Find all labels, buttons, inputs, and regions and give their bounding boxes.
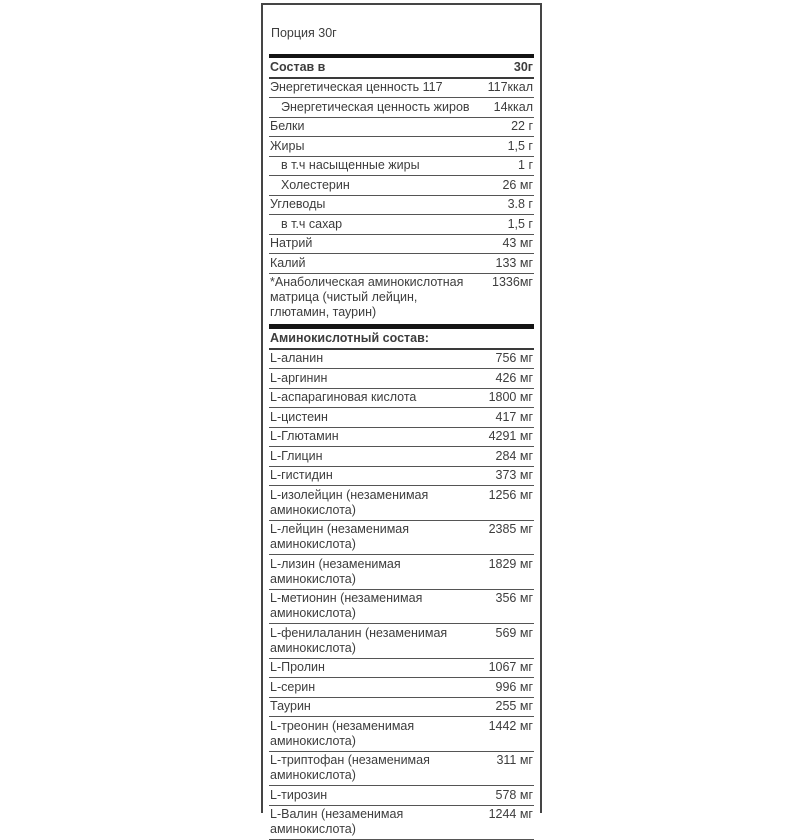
- nutrition-row: [269, 176, 534, 196]
- row-value: 373 мг: [490, 468, 533, 483]
- amino-acid-row: [269, 806, 534, 840]
- row-label: L-аргинин: [270, 371, 327, 386]
- amino-acid-row: [269, 350, 534, 370]
- amino-acid-row: [269, 428, 534, 448]
- row-value: 996 мг: [490, 680, 533, 695]
- row-label: в т.ч насыщенные жиры: [270, 158, 420, 173]
- composition-header-row: [269, 58, 534, 79]
- nutrition-row: [269, 254, 534, 274]
- row-value: 284 мг: [490, 449, 533, 464]
- row-label: Углеводы: [270, 197, 325, 212]
- row-value: 1336мг: [486, 275, 533, 290]
- amino-acid-row: [269, 555, 534, 590]
- row-label: L-Глицин: [270, 449, 323, 464]
- nutrition-row: [269, 79, 534, 99]
- row-label: L-гистидин: [270, 468, 333, 483]
- row-label: L-треонин (незаменимая аминокислота): [270, 719, 466, 749]
- row-label: L-метионин (незаменимая аминокислота): [270, 591, 466, 621]
- row-label: Таурин: [270, 699, 311, 714]
- row-value: 1 г: [512, 158, 533, 173]
- nutrition-row: [269, 274, 534, 325]
- amino-header-label: Аминокислотный состав:: [270, 331, 429, 346]
- row-label: Энергетическая ценность 117: [270, 80, 443, 95]
- row-label: Жиры: [270, 139, 304, 154]
- row-label: L-триптофан (незаменимая аминокислота): [270, 753, 466, 783]
- nutrition-row: [269, 118, 534, 138]
- row-label: L-лизин (незаменимая аминокислота): [270, 557, 466, 587]
- amino-acid-row: [269, 408, 534, 428]
- row-value: 1829 мг: [483, 557, 533, 572]
- composition-header-label: Состав в: [270, 60, 325, 75]
- row-label: L-фенилаланин (незаменимая аминокислота): [270, 626, 466, 656]
- nutrition-row: [269, 235, 534, 255]
- row-label: L-лейцин (незаменимая аминокислота): [270, 522, 466, 552]
- row-label: L-цистеин: [270, 410, 328, 425]
- nutrition-row: [269, 157, 534, 177]
- nutrition-row: [269, 137, 534, 157]
- row-label: Натрий: [270, 236, 312, 251]
- row-label: L-аспарагиновая кислота: [270, 390, 416, 405]
- nutrition-row: [269, 215, 534, 235]
- row-value: 3.8 г: [502, 197, 533, 212]
- amino-acid-row: [269, 717, 534, 752]
- amino-acid-row: [269, 590, 534, 625]
- amino-acid-row: [269, 624, 534, 659]
- row-value: 1256 мг: [483, 488, 533, 503]
- row-label: L-Пролин: [270, 660, 325, 675]
- amino-header-row: [269, 329, 534, 350]
- amino-acid-row: [269, 389, 534, 409]
- row-value: 2385 мг: [483, 522, 533, 537]
- amino-acid-row: [269, 752, 534, 787]
- row-value: 1800 мг: [483, 390, 533, 405]
- row-value: 578 мг: [490, 788, 533, 803]
- amino-acid-row: [269, 467, 534, 487]
- nutrition-row: [269, 196, 534, 216]
- row-value: 1,5 г: [502, 139, 533, 154]
- row-value: 417 мг: [490, 410, 533, 425]
- row-label: Белки: [270, 119, 305, 134]
- row-value: 426 мг: [490, 371, 533, 386]
- row-value: 569 мг: [490, 626, 533, 641]
- row-value: 1244 мг: [483, 807, 533, 822]
- row-value: 255 мг: [490, 699, 533, 714]
- serving-size-text: Порция 30г: [269, 5, 534, 54]
- row-label: Энергетическая ценность жиров: [270, 100, 470, 115]
- row-label: L-Валин (незаменимая аминокислота): [270, 807, 466, 837]
- composition-header-amount: 30г: [508, 60, 533, 75]
- amino-acid-row: [269, 698, 534, 718]
- row-value: 1,5 г: [502, 217, 533, 232]
- amino-acid-row: [269, 659, 534, 679]
- row-label: *Анаболическая аминокислотная матрица (чистый лейцин, глютамин, таурин): [270, 275, 466, 320]
- row-value: 43 мг: [496, 236, 533, 251]
- row-value: 26 мг: [496, 178, 533, 193]
- row-label: в т.ч сахар: [270, 217, 342, 232]
- row-value: 4291 мг: [483, 429, 533, 444]
- nutrition-row: [269, 98, 534, 118]
- row-value: 1067 мг: [483, 660, 533, 675]
- nutrition-label: [261, 3, 542, 813]
- row-value: 117ккал: [482, 80, 533, 95]
- row-label: L-аланин: [270, 351, 323, 366]
- row-value: 756 мг: [490, 351, 533, 366]
- row-value: 356 мг: [490, 591, 533, 606]
- row-label: L-тирозин: [270, 788, 327, 803]
- row-value: 14ккал: [488, 100, 533, 115]
- amino-acid-row: [269, 521, 534, 556]
- row-value: 311 мг: [490, 753, 533, 768]
- row-label: Холестерин: [270, 178, 350, 193]
- row-label: L-серин: [270, 680, 315, 695]
- row-label: Калий: [270, 256, 306, 271]
- amino-acid-row: [269, 447, 534, 467]
- row-label: L-Глютамин: [270, 429, 339, 444]
- row-label: L-изолейцин (незаменимая аминокислота): [270, 488, 466, 518]
- row-value: 1442 мг: [483, 719, 533, 734]
- row-value: 133 мг: [490, 256, 533, 271]
- amino-acid-row: [269, 678, 534, 698]
- amino-rows-section: [269, 350, 534, 840]
- amino-acid-row: [269, 369, 534, 389]
- nutrition-rows-section: [269, 79, 534, 325]
- row-value: 22 г: [505, 119, 533, 134]
- amino-acid-row: [269, 786, 534, 806]
- amino-acid-row: [269, 486, 534, 521]
